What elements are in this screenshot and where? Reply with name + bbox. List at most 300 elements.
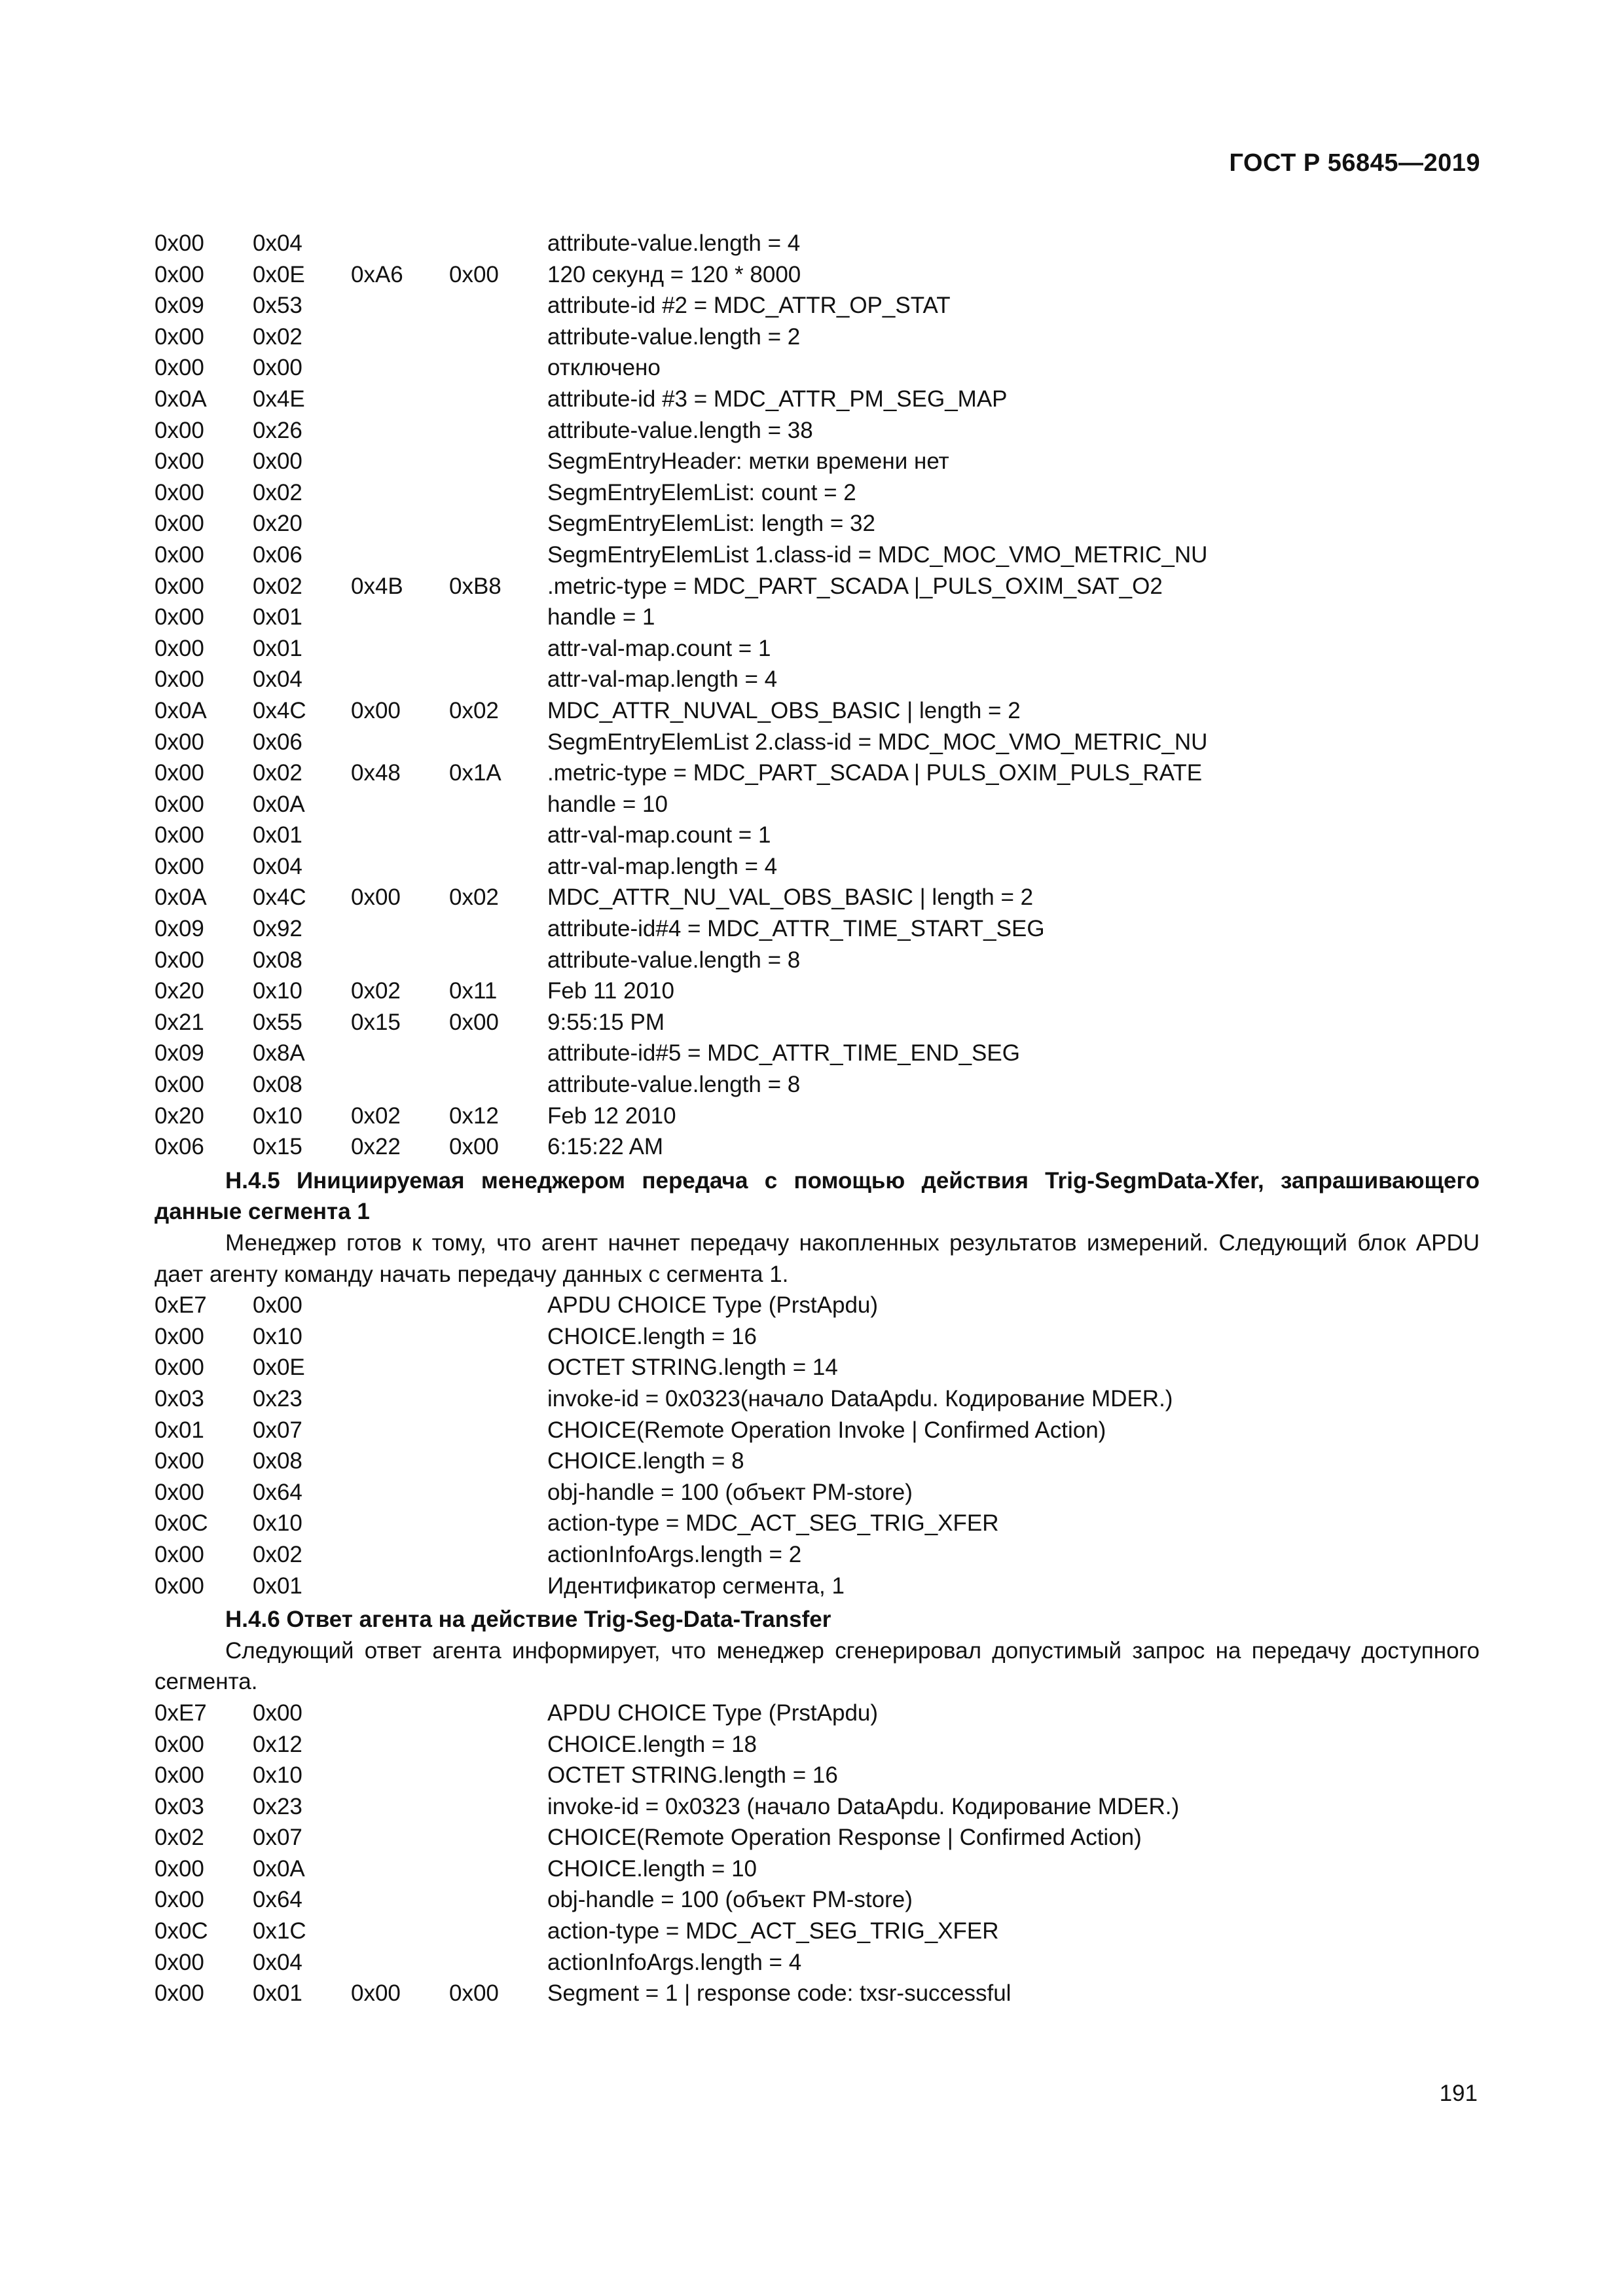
byte-cell (449, 1321, 547, 1353)
byte-cell (449, 727, 547, 758)
page-content (155, 228, 1480, 2009)
byte-cell (351, 1446, 449, 1477)
description-cell: Идентификатор сегмента, 1 (547, 1573, 845, 1599)
byte-cell (351, 1038, 449, 1069)
table-row (155, 508, 1480, 539)
byte-cell: 0x0A (155, 386, 207, 412)
byte-cell: 0x00 (155, 604, 204, 630)
table-row (155, 1038, 1480, 1069)
byte-cell (449, 1822, 547, 1853)
byte-cell: 0x09 (155, 916, 204, 942)
byte-cell (449, 1853, 547, 1885)
description-cell: invoke-id = 0x0323 (начало DataApdu. Кодирование MDER.) (547, 1793, 1180, 1819)
byte-cell: 0x00 (155, 1855, 204, 1882)
table-row (155, 1853, 1480, 1885)
byte-cell: 0x00 (155, 511, 204, 537)
table-row (155, 1729, 1480, 1760)
table-row (155, 602, 1480, 633)
byte-cell (351, 508, 449, 539)
description-cell: invoke-id = 0x0323(начало DataApdu. Кодирование MDER.) (547, 1385, 1173, 1412)
table-row (155, 664, 1480, 695)
byte-cell (351, 1477, 449, 1508)
table-row (155, 1007, 1480, 1038)
description-cell: actionInfoArgs.length = 2 (547, 1541, 802, 1567)
table-row (155, 1131, 1480, 1163)
byte-cell (449, 820, 547, 851)
page-number: 191 (1439, 2081, 1478, 2106)
byte-cell: 0x10 (253, 1102, 302, 1129)
byte-cell (449, 228, 547, 259)
byte-cell (449, 1069, 547, 1101)
byte-cell: 0x00 (155, 479, 204, 505)
description-cell: 120 секунд = 120 * 8000 (547, 261, 801, 287)
byte-cell: 0x4B (351, 573, 403, 599)
byte-cell (351, 321, 449, 353)
byte-cell: 0x00 (253, 355, 302, 381)
byte-cell: 0x20 (155, 1102, 204, 1129)
byte-cell (449, 384, 547, 415)
byte-cell (449, 1352, 547, 1383)
description-cell: attribute-value.length = 38 (547, 417, 813, 443)
byte-cell: 0x00 (155, 1355, 204, 1381)
byte-cell: 0x00 (155, 635, 204, 661)
byte-cell: 0x06 (253, 541, 302, 568)
table-row (155, 1446, 1480, 1477)
table-row (155, 1822, 1480, 1853)
byte-cell: 0x00 (155, 1323, 204, 1349)
table-row (155, 1760, 1480, 1791)
byte-cell (351, 290, 449, 321)
byte-cell: 0x64 (253, 1887, 302, 1913)
byte-cell: 0x15 (351, 1009, 401, 1035)
description-cell: attr-val-map.count = 1 (547, 822, 771, 848)
description-cell: attribute-id #3 = MDC_ATTR_PM_SEG_MAP (547, 386, 1008, 412)
byte-cell: 0x01 (253, 1980, 302, 2007)
byte-cell: 0x00 (155, 448, 204, 475)
description-cell: actionInfoArgs.length = 4 (547, 1949, 802, 1975)
byte-cell: 0x02 (253, 323, 302, 350)
byte-cell: 0x00 (155, 666, 204, 693)
byte-cell (351, 602, 449, 633)
table-row (155, 571, 1480, 602)
byte-cell: 0x20 (155, 978, 204, 1004)
table-row (155, 1321, 1480, 1353)
byte-cell (351, 1760, 449, 1791)
byte-cell: 0x00 (351, 884, 401, 911)
description-cell: handle = 1 (547, 604, 655, 630)
byte-cell (449, 851, 547, 883)
table-row (155, 695, 1480, 727)
byte-cell (351, 913, 449, 945)
byte-cell: 0x12 (449, 1102, 499, 1129)
byte-cell: 0x02 (253, 1541, 302, 1567)
description-cell: MDC_ATTR_NU_VAL_OBS_BASIC | length = 2 (547, 884, 1034, 911)
byte-cell (351, 1290, 449, 1321)
hex-table-trig-xfer-response (155, 1698, 1480, 2009)
byte-cell: 0x92 (253, 916, 302, 942)
byte-cell: 0x01 (253, 822, 302, 848)
byte-cell (351, 1947, 449, 1978)
table-row (155, 321, 1480, 353)
byte-cell: 0x02 (253, 479, 302, 505)
description-cell: obj-handle = 100 (объект PM-store) (547, 1479, 913, 1505)
description-cell: SegmEntryElemList 2.class-id = MDC_MOC_VMO_METRIC_NU (547, 729, 1208, 755)
byte-cell (449, 415, 547, 446)
byte-cell: 0x00 (155, 261, 204, 287)
byte-cell: 0x12 (253, 1731, 302, 1757)
byte-cell (449, 1477, 547, 1508)
byte-cell: 0x00 (155, 417, 204, 443)
description-cell: MDC_ATTR_NUVAL_OBS_BASIC | length = 2 (547, 697, 1021, 723)
byte-cell (351, 633, 449, 665)
byte-cell: 0x64 (253, 1479, 302, 1505)
byte-cell: 0x03 (155, 1793, 204, 1819)
byte-cell: 0x4E (253, 386, 305, 412)
byte-cell (351, 1571, 449, 1602)
byte-cell: 0x00 (155, 1541, 204, 1567)
byte-cell: 0x0A (155, 884, 207, 911)
byte-cell: 0x02 (155, 1825, 204, 1851)
byte-cell: 0x00 (155, 1573, 204, 1599)
byte-cell: 0x0A (253, 1855, 305, 1882)
table-row (155, 384, 1480, 415)
table-row (155, 352, 1480, 384)
description-cell: .metric-type = MDC_PART_SCADA |_PULS_OXIM_SAT_O2 (547, 573, 1163, 599)
byte-cell: 0x07 (253, 1417, 302, 1443)
byte-cell (351, 789, 449, 820)
byte-cell (449, 1729, 547, 1760)
byte-cell: 0x55 (253, 1009, 302, 1035)
byte-cell (449, 1038, 547, 1069)
byte-cell: 0x01 (253, 604, 302, 630)
byte-cell (449, 508, 547, 539)
byte-cell: 0x00 (155, 760, 204, 786)
description-cell: SegmEntryHeader: метки времени нет (547, 448, 949, 475)
byte-cell (351, 945, 449, 976)
byte-cell (449, 1884, 547, 1916)
description-cell: attribute-value.length = 4 (547, 230, 801, 256)
byte-cell: 0x15 (253, 1134, 302, 1160)
byte-cell (351, 1698, 449, 1729)
table-row (155, 851, 1480, 883)
byte-cell: 0xA6 (351, 261, 403, 287)
byte-cell: 0x06 (253, 729, 302, 755)
section-paragraph-h45: Менеджер готов к тому, что агент начнет передачу накопленных результатов измерений. Следующий блок APDU дает агенту команду начать передачу данных с сегмента 1. (155, 1230, 1480, 1287)
byte-cell (351, 352, 449, 384)
byte-cell: 0x06 (155, 1134, 204, 1160)
byte-cell (351, 1352, 449, 1383)
description-cell: CHOICE(Remote Operation Invoke | Confirmed Action) (547, 1417, 1106, 1443)
table-row (155, 1069, 1480, 1101)
byte-cell: 0x00 (155, 1448, 204, 1474)
byte-cell (351, 1539, 449, 1571)
table-row (155, 446, 1480, 477)
byte-cell: 0x1A (449, 760, 501, 786)
table-row (155, 727, 1480, 758)
byte-cell (449, 633, 547, 665)
table-row (155, 1383, 1480, 1415)
byte-cell: 0x0C (155, 1510, 208, 1537)
byte-cell (351, 228, 449, 259)
byte-cell: 0x4C (253, 697, 306, 723)
byte-cell: 0x00 (155, 822, 204, 848)
description-cell: OCTET STRING.length = 14 (547, 1355, 838, 1381)
description-cell: CHOICE(Remote Operation Response | Confirmed Action) (547, 1825, 1142, 1851)
byte-cell (449, 664, 547, 695)
description-cell: attribute-value.length = 8 (547, 947, 801, 973)
hex-table-segment-map (155, 228, 1480, 1163)
section-paragraph-h46: Следующий ответ агента информирует, что менеджер сгенерировал допустимый запрос на передачу доступного сегмента. (155, 1637, 1480, 1695)
description-cell: OCTET STRING.length = 16 (547, 1762, 838, 1789)
byte-cell: 0x00 (155, 573, 204, 599)
byte-cell: 0x22 (351, 1134, 401, 1160)
byte-cell (449, 352, 547, 384)
description-cell: action-type = MDC_ACT_SEG_TRIG_XFER (547, 1918, 999, 1944)
byte-cell (351, 477, 449, 509)
byte-cell (449, 1698, 547, 1729)
table-row (155, 820, 1480, 851)
byte-cell: 0x48 (351, 760, 401, 786)
table-row (155, 1916, 1480, 1947)
table-row (155, 1477, 1480, 1508)
description-cell: attr-val-map.length = 4 (547, 666, 778, 693)
byte-cell: 0x00 (449, 1980, 499, 2007)
hex-table-trig-xfer-request (155, 1290, 1480, 1601)
byte-cell: 0x00 (449, 261, 499, 287)
byte-cell: 0x00 (351, 697, 401, 723)
byte-cell: 0x01 (253, 635, 302, 661)
byte-cell: 0x00 (155, 1887, 204, 1913)
byte-cell: 0x10 (253, 1510, 302, 1537)
description-cell: attribute-value.length = 2 (547, 323, 801, 350)
byte-cell (449, 789, 547, 820)
byte-cell: 0x8A (253, 1040, 305, 1066)
description-cell: CHOICE.length = 16 (547, 1323, 757, 1349)
table-row (155, 1791, 1480, 1823)
description-cell: CHOICE.length = 18 (547, 1731, 757, 1757)
table-row (155, 1415, 1480, 1446)
byte-cell: 0x0E (253, 261, 305, 287)
byte-cell: 0x26 (253, 417, 302, 443)
byte-cell: 0x0C (155, 1918, 208, 1944)
byte-cell: 0x00 (253, 448, 302, 475)
description-cell: SegmEntryElemList: length = 32 (547, 511, 875, 537)
description-cell: action-type = MDC_ACT_SEG_TRIG_XFER (547, 1510, 999, 1537)
byte-cell: 0x00 (155, 355, 204, 381)
description-cell: Feb 11 2010 (547, 978, 674, 1004)
byte-cell: 0x00 (351, 1980, 401, 2007)
byte-cell: 0x00 (449, 1009, 499, 1035)
byte-cell (449, 1916, 547, 1947)
byte-cell: 0x10 (253, 1762, 302, 1789)
byte-cell: 0x11 (449, 978, 498, 1004)
byte-cell: 0x0A (155, 697, 207, 723)
byte-cell (449, 321, 547, 353)
table-row (155, 633, 1480, 665)
table-row (155, 789, 1480, 820)
byte-cell: 0x1C (253, 1918, 306, 1944)
byte-cell: 0x07 (253, 1825, 302, 1851)
description-cell: отключено (547, 355, 661, 381)
byte-cell: 0x08 (253, 1072, 302, 1098)
description-cell: attribute-value.length = 8 (547, 1072, 801, 1098)
byte-cell (351, 539, 449, 571)
byte-cell: 0x08 (253, 1448, 302, 1474)
table-row (155, 539, 1480, 571)
table-row (155, 945, 1480, 976)
byte-cell: 0x23 (253, 1793, 302, 1819)
byte-cell (351, 1884, 449, 1916)
table-row (155, 757, 1480, 789)
byte-cell: 0x00 (155, 541, 204, 568)
description-cell: Segment = 1 | response code: txsr-successful (547, 1980, 1012, 2007)
byte-cell (351, 851, 449, 883)
byte-cell (449, 602, 547, 633)
byte-cell: 0x4C (253, 884, 306, 911)
byte-cell (351, 1383, 449, 1415)
byte-cell (351, 1916, 449, 1947)
byte-cell (449, 945, 547, 976)
byte-cell (351, 820, 449, 851)
document-id-header: ГОСТ Р 56845—2019 (1229, 149, 1480, 177)
description-cell: attribute-id#5 = MDC_ATTR_TIME_END_SEG (547, 1040, 1020, 1066)
byte-cell (351, 664, 449, 695)
byte-cell: 0x04 (253, 853, 302, 879)
byte-cell: 0x00 (155, 1980, 204, 2007)
byte-cell (449, 446, 547, 477)
byte-cell: 0x20 (253, 511, 302, 537)
byte-cell: 0x23 (253, 1385, 302, 1412)
byte-cell: 0x00 (155, 1479, 204, 1505)
byte-cell (351, 384, 449, 415)
byte-cell: 0x00 (155, 1072, 204, 1098)
byte-cell: 0x02 (351, 978, 401, 1004)
byte-cell (351, 1791, 449, 1823)
description-cell: attribute-id #2 = MDC_ATTR_OP_STAT (547, 293, 951, 319)
byte-cell (351, 1069, 449, 1101)
table-row (155, 913, 1480, 945)
byte-cell (449, 477, 547, 509)
byte-cell (449, 1508, 547, 1539)
byte-cell: 0x00 (155, 947, 204, 973)
description-cell: obj-handle = 100 (объект PM-store) (547, 1887, 913, 1913)
table-row (155, 259, 1480, 291)
byte-cell: 0x04 (253, 1949, 302, 1975)
byte-cell (449, 913, 547, 945)
byte-cell: 0x00 (155, 853, 204, 879)
byte-cell: 0x04 (253, 666, 302, 693)
table-row (155, 1884, 1480, 1916)
description-cell: .metric-type = MDC_PART_SCADA | PULS_OXIM_PULS_RATE (547, 760, 1203, 786)
table-row (155, 1698, 1480, 1729)
table-row (155, 1539, 1480, 1571)
byte-cell (449, 1947, 547, 1978)
description-cell: attr-val-map.length = 4 (547, 853, 778, 879)
table-row (155, 882, 1480, 913)
byte-cell (449, 290, 547, 321)
byte-cell (449, 1446, 547, 1477)
description-cell: Feb 12 2010 (547, 1102, 676, 1129)
table-row (155, 415, 1480, 446)
description-cell: attribute-id#4 = MDC_ATTR_TIME_START_SEG (547, 916, 1045, 942)
table-row (155, 1947, 1480, 1978)
table-row (155, 1290, 1480, 1321)
byte-cell (351, 727, 449, 758)
byte-cell: 0x00 (155, 1949, 204, 1975)
table-row (155, 228, 1480, 259)
byte-cell: 0x01 (155, 1417, 204, 1443)
section-heading-h45: Н.4.5 Инициируемая менеджером передача с помощью действия Trig-SegmData-Xfer, запрашивающего данные сегмента 1 (155, 1167, 1480, 1225)
byte-cell: 0x08 (253, 947, 302, 973)
byte-cell: 0x01 (253, 1573, 302, 1599)
byte-cell: 0x10 (253, 978, 302, 1004)
byte-cell: 0x04 (253, 230, 302, 256)
byte-cell (449, 539, 547, 571)
description-cell: APDU CHOICE Type (PrstApdu) (547, 1292, 879, 1319)
byte-cell: 0x10 (253, 1323, 302, 1349)
byte-cell: 0x09 (155, 293, 204, 319)
table-row (155, 1352, 1480, 1383)
byte-cell (351, 1729, 449, 1760)
byte-cell: 0x00 (449, 1134, 499, 1160)
byte-cell (449, 1571, 547, 1602)
description-cell: attr-val-map.count = 1 (547, 635, 771, 661)
byte-cell (449, 1383, 547, 1415)
byte-cell: 0x09 (155, 1040, 204, 1066)
description-cell: SegmEntryElemList: count = 2 (547, 479, 856, 505)
table-row (155, 1508, 1480, 1539)
byte-cell: 0x02 (449, 697, 499, 723)
byte-cell (351, 1415, 449, 1446)
byte-cell: 0x02 (351, 1102, 401, 1129)
byte-cell: 0x02 (253, 760, 302, 786)
table-row (155, 290, 1480, 321)
table-row (155, 477, 1480, 509)
byte-cell: 0xE7 (155, 1292, 207, 1319)
byte-cell (351, 415, 449, 446)
byte-cell (351, 446, 449, 477)
byte-cell: 0x00 (155, 323, 204, 350)
byte-cell (449, 1290, 547, 1321)
byte-cell (351, 1822, 449, 1853)
byte-cell (449, 1539, 547, 1571)
byte-cell: 0x00 (155, 1731, 204, 1757)
byte-cell (449, 1415, 547, 1446)
byte-cell (351, 1508, 449, 1539)
description-cell: 9:55:15 PM (547, 1009, 665, 1035)
description-cell: SegmEntryElemList 1.class-id = MDC_MOC_VMO_METRIC_NU (547, 541, 1208, 568)
byte-cell: 0x0E (253, 1355, 305, 1381)
byte-cell: 0x00 (155, 1762, 204, 1789)
byte-cell: 0x00 (155, 230, 204, 256)
table-row (155, 975, 1480, 1007)
table-row (155, 1571, 1480, 1602)
byte-cell: 0xB8 (449, 573, 501, 599)
section-heading-h46: Н.4.6 Ответ агента на действие Trig-Seg-Data-Transfer (225, 1607, 831, 1633)
byte-cell (351, 1321, 449, 1353)
table-row (155, 1978, 1480, 2009)
byte-cell: 0x03 (155, 1385, 204, 1412)
description-cell: CHOICE.length = 10 (547, 1855, 757, 1882)
byte-cell (351, 1853, 449, 1885)
byte-cell: 0x21 (155, 1009, 204, 1035)
description-cell: 6:15:22 AM (547, 1134, 664, 1160)
description-cell: CHOICE.length = 8 (547, 1448, 744, 1474)
byte-cell: 0x00 (155, 791, 204, 817)
description-cell: APDU CHOICE Type (PrstApdu) (547, 1700, 879, 1726)
byte-cell (449, 1791, 547, 1823)
byte-cell (449, 1760, 547, 1791)
